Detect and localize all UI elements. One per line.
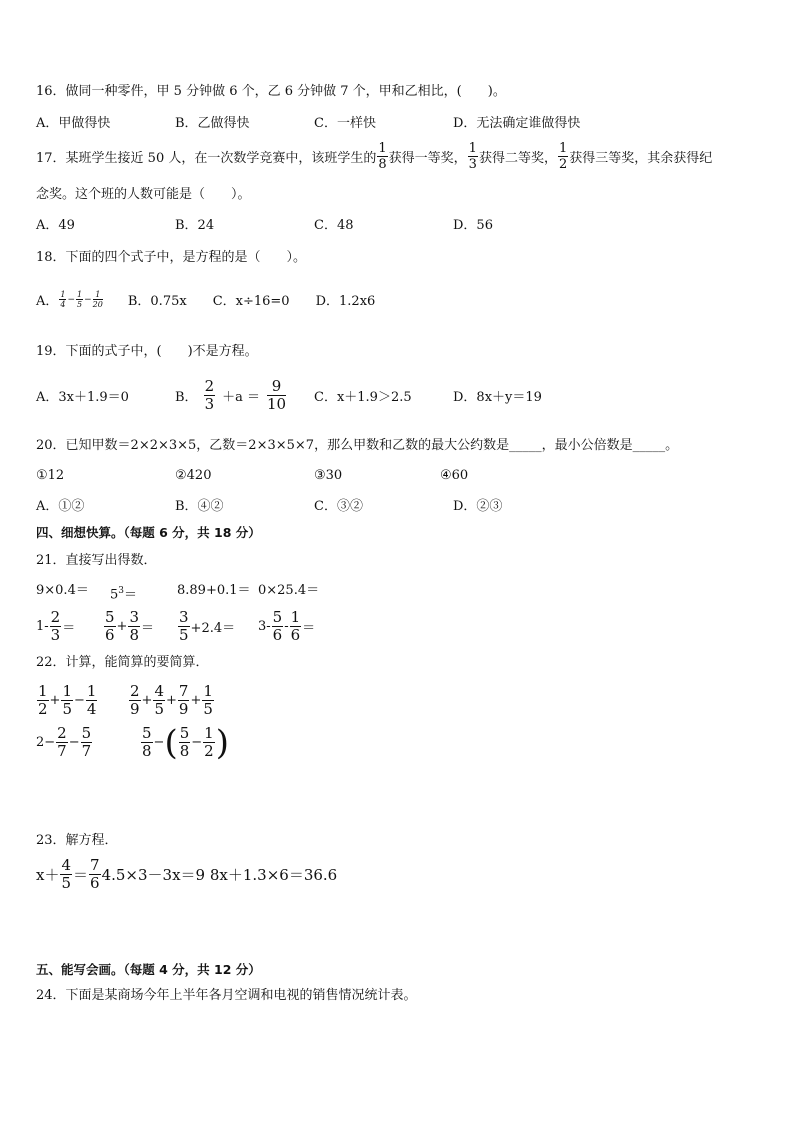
q21-item-6: $\frac{5}{6}$ + $\frac{3}{8}$ ＝ (105, 608, 155, 644)
q23-equations: x＋ $\frac{4}{5}$ ＝ $\frac{7}{6}$ 4.5×3－3x＝9 8x＋1.3×6＝36.6 (36, 856, 338, 892)
q21-item-7: $\frac{3}{5}$ +2.4＝ (179, 608, 236, 644)
q22-expression-3: 2− $\frac{2}{7}$ − $\frac{5}{7}$ (36, 724, 92, 760)
q16-option-d: D．无法确定谁做得快 (453, 116, 581, 131)
q19-option-a: A．3x＋1.9＝0 (36, 390, 129, 405)
q17-fraction-1: $\frac{1}{8}$ (378, 141, 387, 172)
q21-stem: 21．直接写出得数． (36, 553, 157, 568)
q21-item-4: 0×25.4＝ (258, 583, 320, 598)
q21-item-8: 3- $\frac{5}{6}$ - $\frac{1}{6}$ ＝ (258, 608, 316, 644)
q17-text-1: 17．某班学生接近 50 人，在一次数学竞赛中，该班学生的 (36, 151, 377, 166)
q18-a-fraction-1: $\frac{1}{4}$ (60, 290, 66, 309)
q17-stem-line2: 念奖。这个班的人数可能是（ ）。 (36, 187, 251, 202)
q22-expression-4: $\frac{5}{8}$ − ( $\frac{5}{8}$ − $\frac{1}{2}$ ) (142, 722, 229, 763)
q20-choice-3: ③30 (314, 468, 343, 483)
q18-option-b: B．0.75x (127, 294, 187, 309)
q19-option-b (175, 378, 287, 413)
q22-expression-1: $\frac{1}{2}$ + $\frac{1}{5}$ − $\frac{1}{4}$ (38, 682, 97, 718)
q23-stem: 23．解方程． (36, 833, 118, 848)
q16-stem: 16．做同一种零件，甲 5 分钟做 6 个，乙 6 分钟做 7 个，甲和乙相比，( )。 (36, 84, 506, 99)
q18-options (36, 290, 375, 309)
q22-expression-2: $\frac{2}{9}$ + $\frac{4}{5}$ + $\frac{7}{9}$ + $\frac{1}{5}$ (130, 682, 213, 718)
q16-option-c: C．一样快 (314, 116, 376, 131)
q20-option-b: B．④② (175, 499, 224, 514)
q19-option-d: D．8x＋y＝19 (453, 390, 542, 405)
q19-b-fraction-2: $\frac{9}{10}$ (267, 377, 287, 413)
q17-text-3: 获得二等奖， (478, 151, 557, 166)
q20-choice-2: ②420 (175, 468, 212, 483)
q18-a-fraction-2: $\frac{1}{5}$ (77, 290, 83, 309)
q21-item-5: 1- $\frac{2}{3}$ ＝ (36, 608, 76, 644)
q18-a-minus: − (67, 294, 76, 305)
q17-option-a: A．49 (36, 218, 75, 233)
q21-item-3: 8.89+0.1＝ (177, 583, 251, 598)
q21-item-1: 9×0.4＝ (36, 583, 89, 598)
q18-a-minus-2: − (84, 294, 92, 305)
q22-stem: 22．计算，能简算的要简算． (36, 655, 209, 670)
q17-fraction-2: $\frac{1}{3}$ (468, 141, 477, 172)
q19-b-middle: ＋a ＝ (222, 390, 260, 405)
q18-option-c: C．x÷16=0 (212, 294, 290, 309)
q17-option-c: C．48 (314, 218, 354, 233)
section-4-title: 四、细想快算。（每题 6 分，共 18 分） (36, 525, 261, 540)
q17-stem (36, 141, 712, 172)
section-5-title: 五、能写会画。（每题 4 分，共 12 分） (36, 962, 261, 977)
q17-fraction-3: $\frac{1}{2}$ (558, 141, 568, 172)
q17-text-4: 获得三等奖，其余获得纪 (569, 151, 713, 166)
q20-option-d: D．②③ (453, 499, 503, 514)
q17-text-2: 获得一等奖， (388, 151, 467, 166)
q20-option-c: C．③② (314, 499, 363, 514)
q18-option-d: D．1.2x6 (315, 294, 376, 309)
q21-item-2: $5^3=$ (110, 586, 138, 603)
q20-choice-1: ①12 (36, 468, 65, 483)
q18-option-a-label: A． (36, 294, 59, 309)
q20-option-a: A．①② (36, 499, 85, 514)
q19-b-fraction-1: $\frac{2}{3}$ (204, 377, 215, 413)
q16-option-b: B．乙做得快 (175, 116, 250, 131)
q17-option-b: B．24 (175, 218, 215, 233)
q18-a-fraction-3: $\frac{1}{20}$ (92, 290, 103, 309)
q19-stem: 19．下面的式子中，( )不是方程。 (36, 344, 258, 359)
q19-option-c: C．x＋1.9＞2.5 (314, 390, 412, 405)
q20-choice-4: ④60 (440, 468, 469, 483)
q16-option-a: A．甲做得快 (36, 116, 111, 131)
q24-stem: 24．下面是某商场今年上半年各月空调和电视的销售情况统计表。 (36, 988, 417, 1003)
q20-stem: 20．已知甲数＝2×2×3×5，乙数＝2×3×5×7，那么甲数和乙数的最大公约数是_____，最小公倍数是_____。 (36, 438, 679, 453)
q19-option-b-label: B． (175, 390, 198, 405)
q17-option-d: D．56 (453, 218, 493, 233)
q18-stem: 18．下面的四个式子中，是方程的是（ ）。 (36, 250, 307, 265)
